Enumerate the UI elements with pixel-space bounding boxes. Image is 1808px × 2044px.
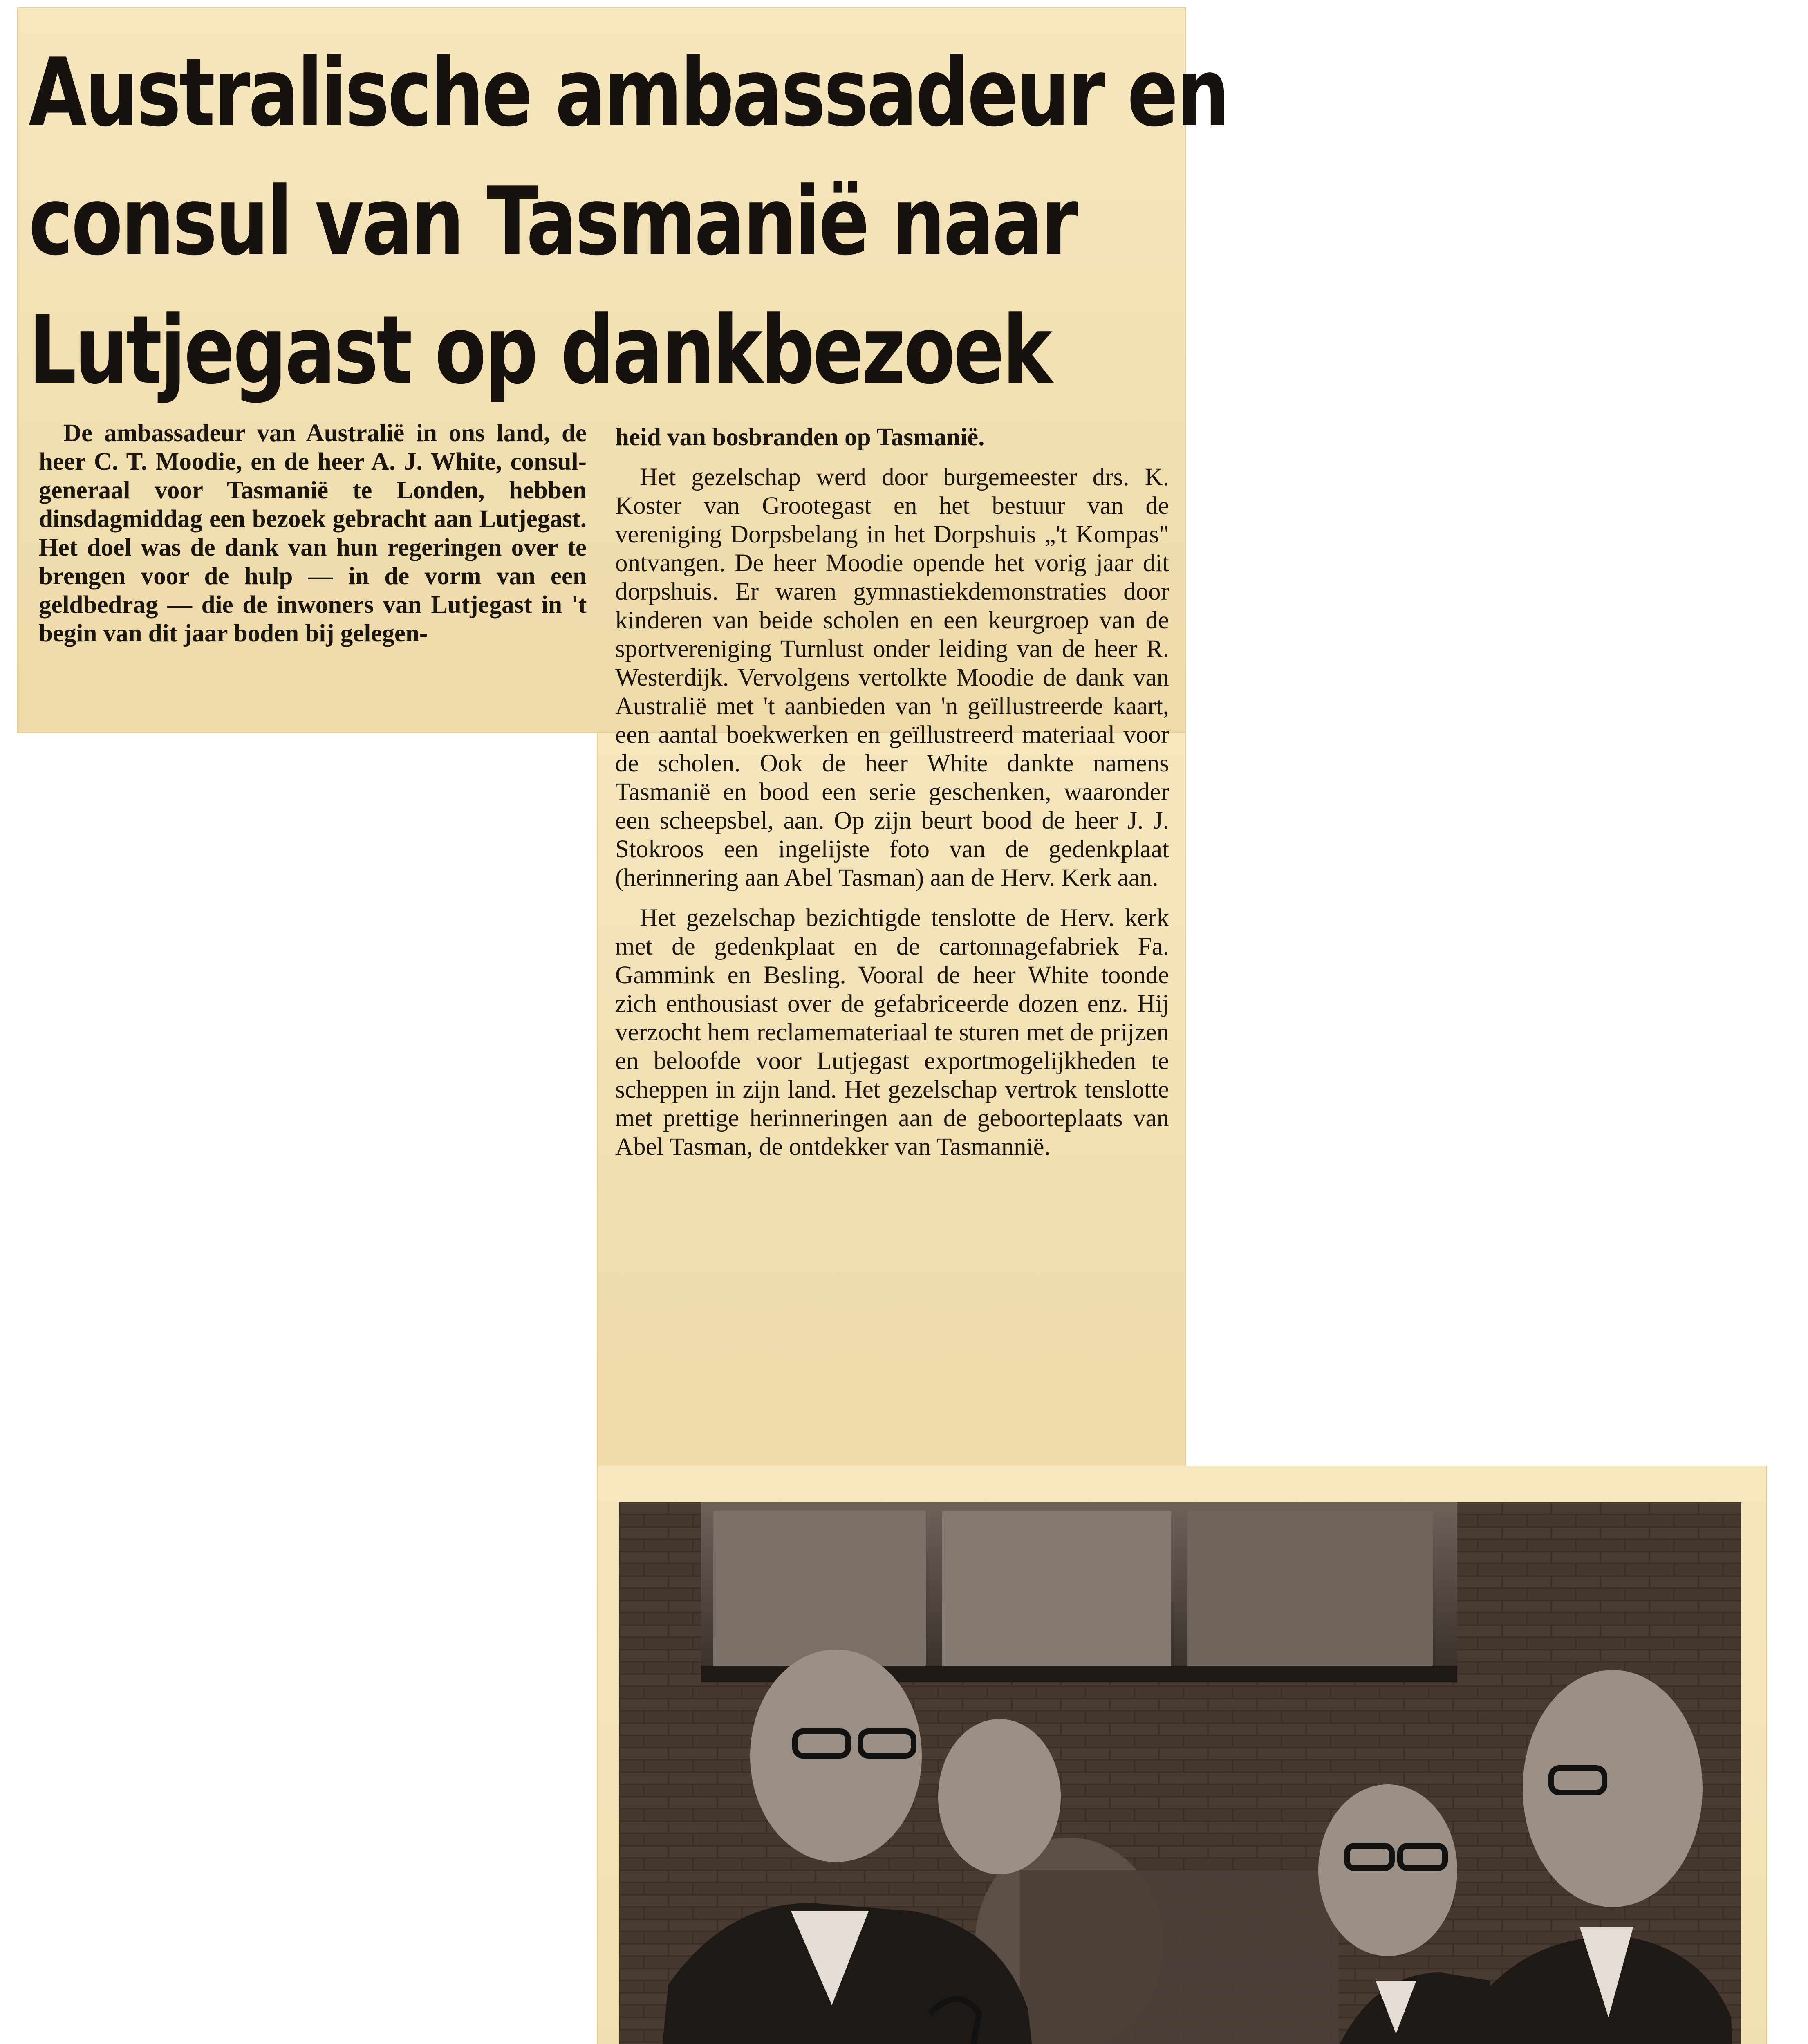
headline-line-2: consul van Tasmanië naar [29,167,1076,276]
lead-paragraph [39,419,587,648]
body-paragraph-1: Het gezelschap werd door burgemeester drs. K. Koster van Grootegast en het bestuur van de vereniging Dorpsbelang in het Dorpshuis „'t Kompas" ontvangen. De heer Moodie opende het vorig jaar dit dorpshuis. Er waren gymnastiekdemonstraties door kinderen van beide scholen en een keurgroep van de sportvereniging Turnlust onder leiding van de heer R. Westerdijk. Vervolgens vertolkte Moodie de dank van Australië met 't aanbieden van 'n geïllustreerde kaart, een aantal boekwerken en geïllustreerd materiaal voor de scholen. Ook de heer White dankte namens Tasmanië en bood een serie geschenken, waaronder een scheepsbel, aan. Op zijn beurt bood de heer J. J. Stokroos een ingelijste foto van de gedenkplaat (herinnering aan Abel Tasman) aan de Herv. Kerk aan. [615,464,1169,892]
photo-illustration [619,1502,1741,2044]
news-photo [619,1502,1741,2044]
lead-text: De ambassadeur van Australië in ons land, de heer C. T. Moodie, en de heer A. J. White, consul-generaal voor Tasmanië te Londen, hebben dinsdagmiddag een bezoek gebracht aan Lutjegast. Het doel was de dank van hun regeringen over te brengen voor de hulp — in de vorm van een geldbedrag — die de inwoners van Lutjegast in 't begin van dit jaar boden bij gelegen- [39,419,587,647]
headline [29,29,1228,415]
body-paragraph-2: Het gezelschap bezichtigde tenslotte de Herv. kerk met de gedenkplaat en de cartonnagefabriek Fa. Gammink en Besling. Vooral de heer White toonde zich enthousiast over de gefabriceerde dozen enz. Hij verzocht hem reclamemateriaal te sturen met de prijzen en beloofde voor Lutjegast exportmogelijkheden te scheppen in zijn land. Het gezelschap vertrok tenslotte met prettige herinneringen aan de geboorteplaats van Abel Tasman, de ontdekker van Tasmannië. [615,904,1169,1161]
headline-line-1: Australische ambassadeur en [29,38,1228,148]
lead-continuation: heid van bosbranden op Tasmanië. [615,424,985,451]
headline-line-3: Lutjegast op dankbezoek [29,296,1051,405]
body-column [615,423,1169,1161]
